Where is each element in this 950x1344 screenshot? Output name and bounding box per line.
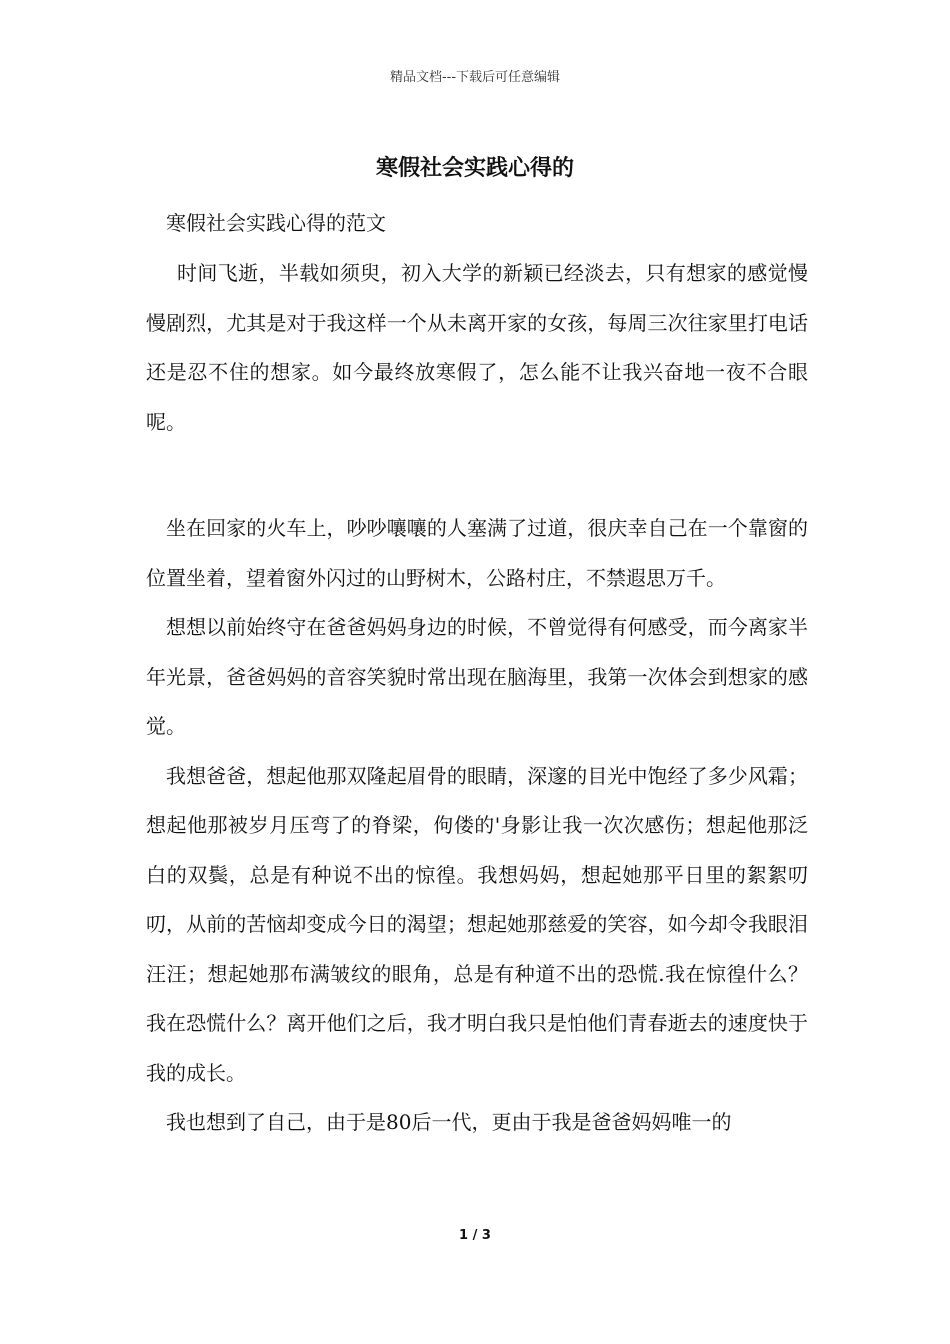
document-subtitle: 寒假社会实践心得的范文 xyxy=(166,211,386,235)
paragraph-1: 时间飞逝，半载如须臾，初入大学的新颖已经淡去，只有想家的感觉慢慢剧烈，尤其是对于我这样一个从未离开家的女孩，每周三次往家里打电话还是忍不住的想家。如今最终放寒假了，怎么能不让我兴奋地一夜不合眼呢。 xyxy=(146,261,808,434)
paragraph-4: 我想爸爸，想起他那双隆起眉骨的眼睛，深邃的目光中饱经了多少风霜；想起他那被岁月压弯了的脊梁，佝偻的'身影让我一次次感伤；想起他那泛白的双鬓，总是有种说不出的惊徨。我想妈妈，想起她那平日里的絮絮叨叨，从前的苦恼却变成今日的渴望；想起她那慈爱的笑容，如今却令我眼泪汪汪；想起她那布满皱纹的眼角，总是有种道不出的恐慌.我在惊徨什么？我在恐慌什么？离开他们之后，我才明白我只是怕他们青春逝去的速度快于我的成长。 xyxy=(146,763,808,1085)
page-number: 1 / 3 xyxy=(459,1228,491,1243)
paragraph-3: 想想以前始终守在爸爸妈妈身边的时候，不曾觉得有何感受，而今离家半年光景，爸爸妈妈的音容笑貌时常出现在脑海里，我第一次体会到想家的感觉。 xyxy=(146,615,808,738)
document-title: 寒假社会实践心得的 xyxy=(375,155,574,181)
header-note: 精品文档---下载后可任意编辑 xyxy=(389,70,561,85)
document-body xyxy=(146,203,808,1148)
paragraph-2: 坐在回家的火车上，吵吵嚷嚷的人塞满了过道，很庆幸自己在一个靠窗的位置坐着，望着窗外闪过的山野树木，公路村庄，不禁遐思万千。 xyxy=(146,516,808,590)
paragraph-5: 我也想到了自己，由于是80后一代，更由于我是爸爸妈妈唯一的 xyxy=(166,1110,732,1134)
